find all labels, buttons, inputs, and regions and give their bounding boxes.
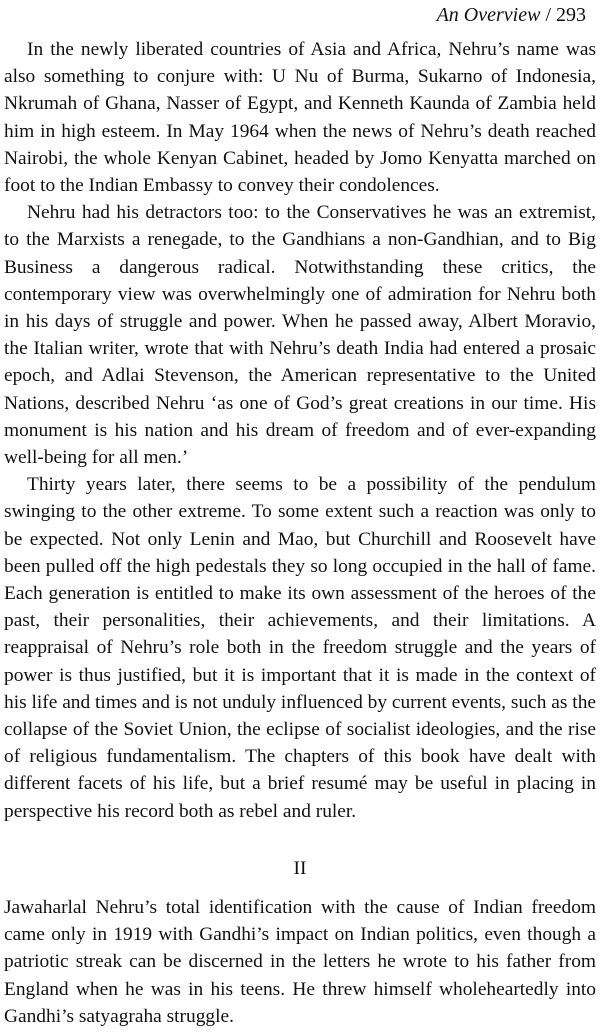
section-number: II (293, 857, 307, 879)
paragraph-asia-africa: In the newly liberated countries of Asia and Africa, Nehru’s name was also something to conjure with: U Nu of Burma, Sukarno of Indonesia, Nkrumah of Ghana, Nasser of Egypt, and Kenneth Kaunda of Zambia held him in high esteem. In May 1964 when the news of Nehru’s death reached Nairobi, the whole Kenyan Cabinet, headed by Jomo Kenyatta marched on foot to the Indian Embassy to convey their condolences. (4, 39, 596, 197)
page-number: 293 (556, 4, 586, 26)
body-text (4, 36, 596, 1030)
paragraph-thirty-years: Thirty years later, there seems to be a possibility of the pendulum swinging to the other extreme. To some extent such a reaction was only to be expected. Not only Lenin and Mao, but Churchill and Roosevelt have been pulled off the high pedestals they so long occupied in the hall of fame. Each generation is entitled to make its own assessment of the heroes of the past, their personalities, their achievements, and their limitations. A reappraisal of Nehru’s role both in the freedom struggle and the years of power is thus justified, but it is important that it is made in the context of his life and times and is not unduly influenced by current events, such as the collapse of the Soviet Union, the eclipse of socialist ideologies, and the rise of religious fundamentalism. The chapters of this book have dealt with different facets of his life, but a brief resumé may be useful in placing in perspective his record both as rebel and ruler. (4, 474, 596, 822)
running-header (437, 2, 586, 28)
paragraph-identification: Jawaharlal Nehru’s total identification with the cause of Indian freedom came only in 1919 with Gandhi’s impact on Indian politics, even though a patriotic streak can be discerned in the letters he wrote to his father from England when he was in his teens. He threw himself wholeheartedly into Gandhi’s satyagraha struggle. (4, 896, 596, 1027)
running-title: An Overview (436, 4, 541, 26)
header-separator: / (540, 4, 556, 26)
paragraph-detractors: Nehru had his detractors too: to the Conservatives he was an extremist, to the Marxists a renegade, to the Gandhians a non-Gandhian, and to Big Business a dangerous radical. Notwithstanding these critics, the contemporary view was overwhelmingly one of admiration for Nehru both in his days of struggle and power. When he passed away, Albert Moravio, the Italian writer, wrote that with Nehru’s death India had entered a prosaic epoch, and Adlai Stevenson, the American representative to the United Nations, described Nehru ‘as one of God’s great creations in our time. His monument is his nation and his dream of freedom and of ever-expanding well-being for all men.’ (4, 202, 596, 469)
